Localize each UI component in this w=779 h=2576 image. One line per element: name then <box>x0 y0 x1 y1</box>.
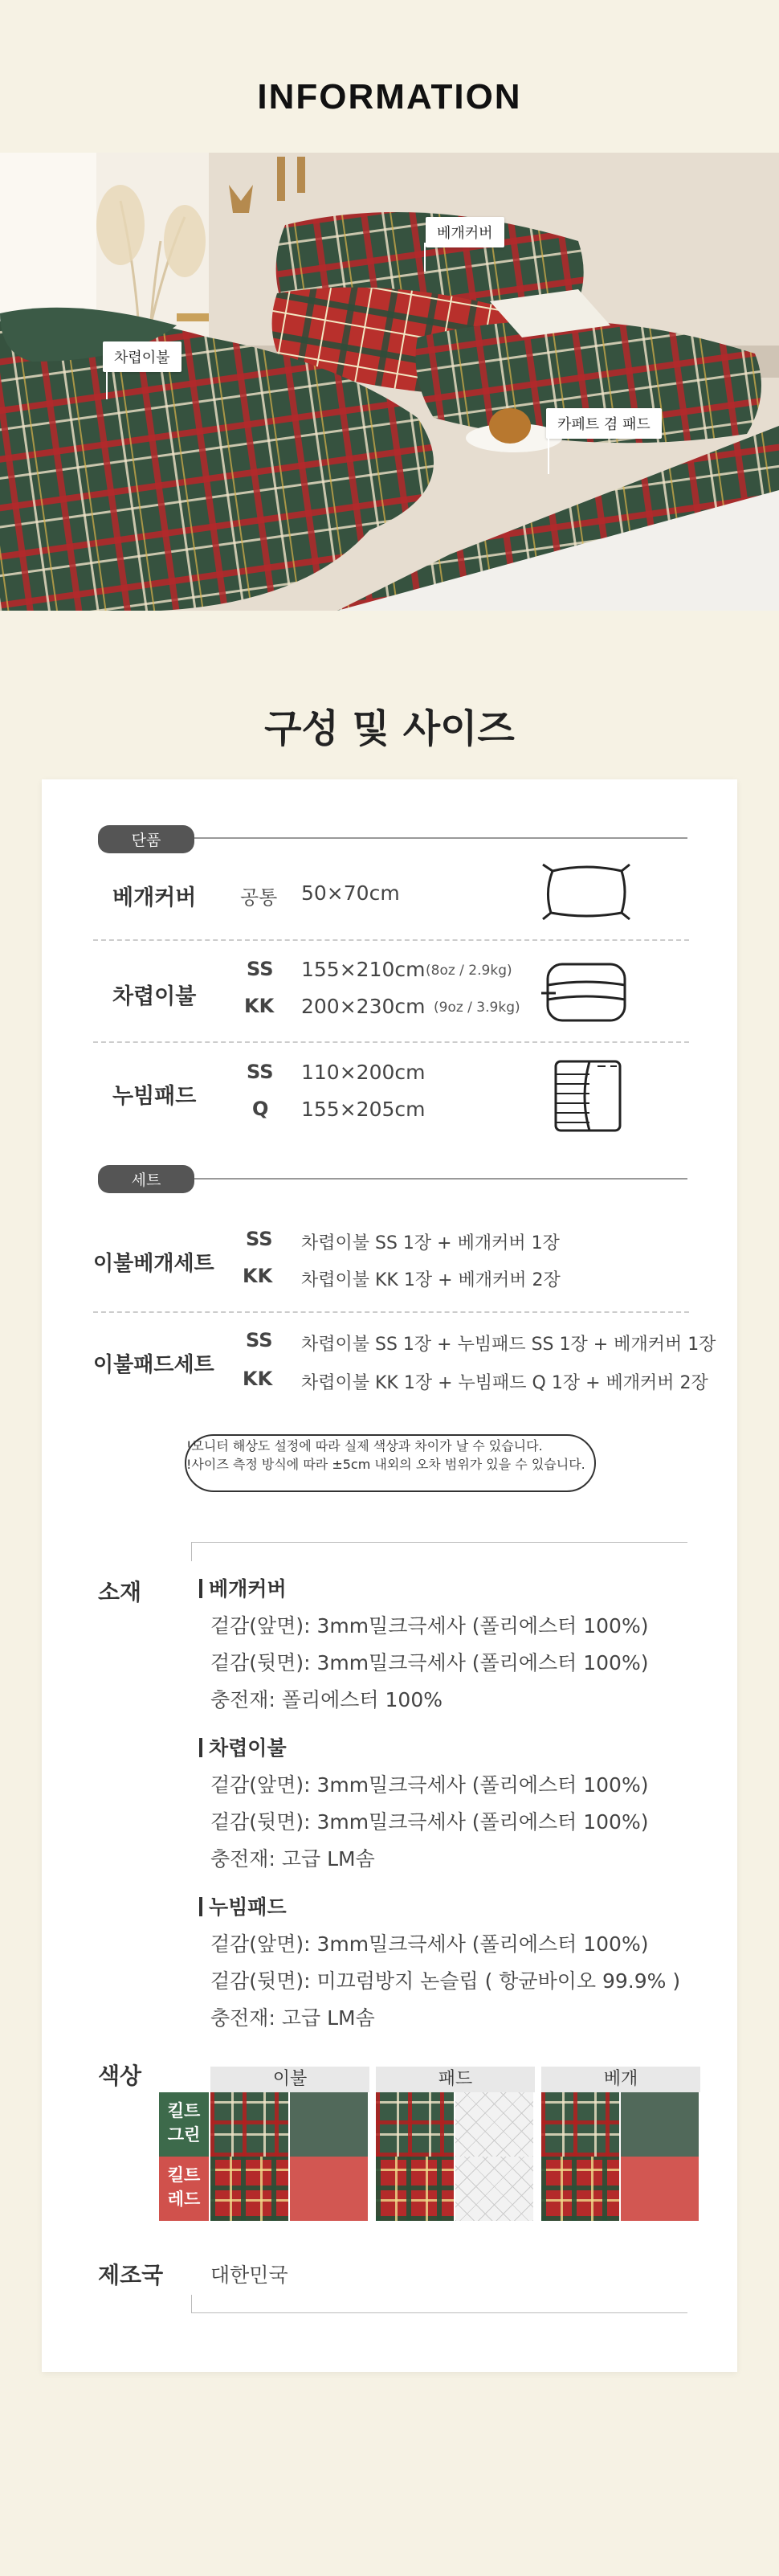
pillow-cover-tag-line <box>424 243 426 272</box>
product-photo <box>0 153 779 611</box>
swatch-pad-green-plaid <box>376 2092 454 2157</box>
weight-value: (8oz / 2.9kg) <box>426 963 512 979</box>
information-title: INFORMATION <box>257 77 522 117</box>
size-code: 공통 <box>240 886 278 909</box>
divider <box>93 1041 689 1043</box>
swatch-pad-red-plaid <box>376 2157 454 2221</box>
swatch-pillow-green-solid <box>621 2092 699 2157</box>
origin-value: 대한민국 <box>210 2263 288 2287</box>
swatch-pad-back <box>455 2092 533 2157</box>
divider <box>194 1178 687 1180</box>
quilted-pad-icon <box>548 1057 628 1134</box>
color-row-red-label <box>159 2157 209 2221</box>
set-code: KK <box>243 1265 273 1287</box>
single-item-badge: 단품 <box>98 825 194 853</box>
material-line: 겉감(뒷면): 3mm밀크극세사 (폴리에스터 100%) <box>210 1651 649 1674</box>
divider <box>191 2295 192 2312</box>
size-value: 50×70cm <box>301 881 400 905</box>
material-group-title: 차렵이불 <box>199 1732 287 1761</box>
divider <box>93 939 689 941</box>
material-group-title: 누빔패드 <box>199 1891 287 1920</box>
divider <box>194 837 687 839</box>
swatch-pad-back <box>455 2157 533 2221</box>
divider <box>191 1542 192 1561</box>
material-line: 충전재: 고급 LM솜 <box>210 1847 375 1871</box>
quilt-tag: 차렵이불 <box>103 341 181 372</box>
material-line: 겉감(앞면): 3mm밀크극세사 (폴리에스터 100%) <box>210 1932 649 1956</box>
color-row-green-text: 킬트 그린 <box>167 2101 201 2145</box>
swatch-pillow-red-solid <box>621 2157 699 2221</box>
pad-tag: 카페트 겸 패드 <box>546 408 662 439</box>
swatch-quilt-red-solid <box>290 2157 368 2221</box>
row-name: 차렵이불 <box>112 984 197 1009</box>
size-code: Q <box>252 1098 269 1120</box>
color-column-pad: 패드 <box>376 2067 535 2092</box>
swatch-pillow-red-plaid <box>541 2157 619 2221</box>
set-content: 차렵이불 KK 1장 + 누빔패드 Q 1장 + 베개커버 2장 <box>301 1373 708 1393</box>
material-line: 충전재: 폴리에스터 100% <box>210 1688 443 1711</box>
exclamation-icon: ! <box>186 1438 192 1454</box>
pillow-cover-tag: 베개커버 <box>426 217 504 247</box>
notice-line <box>186 1454 594 1473</box>
divider <box>191 2312 687 2313</box>
folded-quilt-icon <box>540 956 633 1028</box>
notice-text: 사이즈 측정 방식에 따라 ±5cm 내외의 오차 범위가 있을 수 있습니다. <box>191 1457 585 1472</box>
size-code: SS <box>247 958 274 980</box>
row-name: 베개커버 <box>112 885 197 910</box>
composition-size-title: 구성 및 사이즈 <box>264 706 515 751</box>
set-code: SS <box>246 1228 273 1250</box>
notice-box <box>185 1434 596 1492</box>
set-badge: 세트 <box>98 1165 194 1193</box>
quilt-tag-line <box>106 367 108 399</box>
divider <box>191 1542 687 1543</box>
bedding-illustration <box>0 153 779 611</box>
material-line: 겉감(앞면): 3mm밀크극세사 (폴리에스터 100%) <box>210 1614 649 1638</box>
size-value: 155×210cm <box>301 958 426 981</box>
color-column-quilt: 이불 <box>210 2067 369 2092</box>
material-label: 소재 <box>98 1579 142 1605</box>
set-name: 이불베개세트 <box>93 1252 214 1276</box>
swatch-pillow-green-plaid <box>541 2092 619 2157</box>
exclamation-icon: ! <box>186 1457 192 1472</box>
size-value: 110×200cm <box>301 1061 426 1084</box>
material-line: 겉감(뒷면): 미끄럼방지 논슬립 ( 항균바이오 99.9% ) <box>210 1969 681 1993</box>
set-name: 이불패드세트 <box>93 1353 214 1377</box>
size-value: 155×205cm <box>301 1098 426 1121</box>
set-code: KK <box>243 1368 273 1390</box>
color-row-red-text: 킬트 레드 <box>167 2165 201 2209</box>
size-value: 200×230cm <box>301 995 426 1018</box>
row-name: 누빔패드 <box>112 1084 197 1109</box>
origin-label: 제조국 <box>98 2262 164 2288</box>
weight-value: (9oz / 3.9kg) <box>434 1000 520 1016</box>
pad-tag-line <box>548 434 549 474</box>
set-content: 차렵이불 KK 1장 + 베개커버 2장 <box>301 1270 561 1290</box>
color-label: 색상 <box>98 2063 142 2089</box>
set-code: SS <box>246 1329 273 1351</box>
swatch-quilt-green-plaid <box>210 2092 288 2157</box>
size-code: KK <box>244 995 275 1017</box>
color-column-pillow: 베개 <box>541 2067 700 2092</box>
material-line: 겉감(뒷면): 3mm밀크극세사 (폴리에스터 100%) <box>210 1810 649 1834</box>
divider <box>93 1311 689 1313</box>
pillow-icon <box>538 860 634 924</box>
swatch-quilt-red-plaid <box>210 2157 288 2221</box>
notice-line <box>186 1436 594 1454</box>
material-line: 충전재: 고급 LM솜 <box>210 2006 375 2030</box>
size-code: SS <box>247 1061 274 1083</box>
material-line: 겉감(앞면): 3mm밀크극세사 (폴리에스터 100%) <box>210 1773 649 1797</box>
swatch-quilt-green-solid <box>290 2092 368 2157</box>
notice-text: 모니터 해상도 설정에 따라 실제 색상과 차이가 날 수 있습니다. <box>191 1438 543 1454</box>
set-content: 차렵이불 SS 1장 + 누빔패드 SS 1장 + 베개커버 1장 <box>301 1335 716 1355</box>
material-group-title: 베개커버 <box>199 1573 287 1602</box>
set-content: 차렵이불 SS 1장 + 베개커버 1장 <box>301 1233 560 1253</box>
color-row-green-label <box>159 2092 209 2157</box>
